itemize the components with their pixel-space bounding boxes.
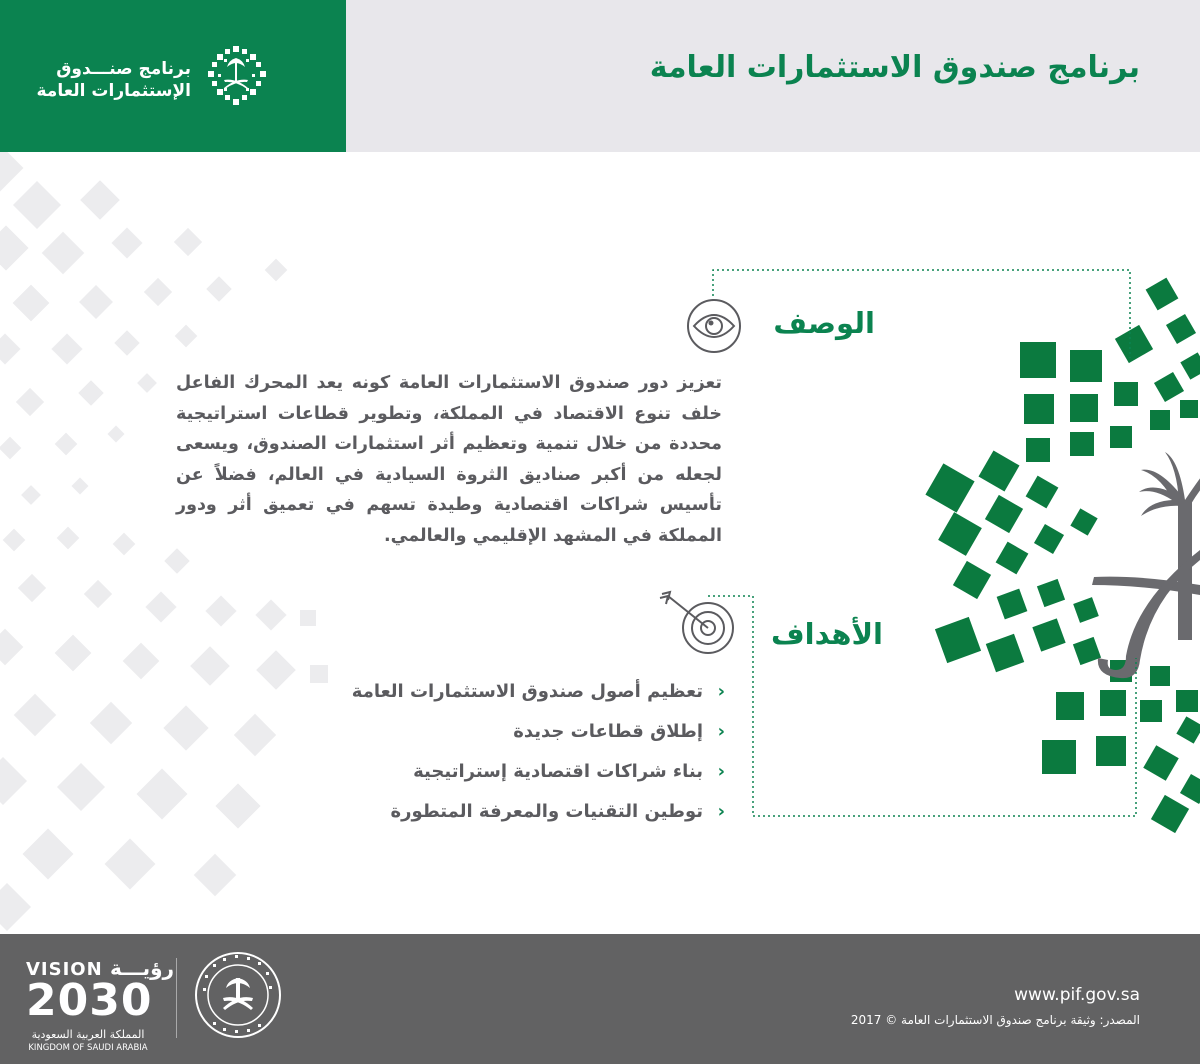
goals-heading: الأهداف (770, 617, 883, 651)
description-heading: الوصف (773, 306, 875, 340)
logo-line-1: برنامج صنـــدوق (56, 59, 191, 79)
goal-item (305, 672, 725, 712)
vision-2030-logo (26, 956, 175, 1056)
header (0, 0, 1200, 152)
chevron-left-icon: ‹ (717, 681, 725, 702)
chevron-left-icon: ‹ (717, 801, 725, 822)
pif-seal-icon (193, 950, 283, 1040)
chevron-left-icon: ‹ (717, 721, 725, 742)
goal-item (305, 752, 725, 792)
goals-list (305, 672, 725, 832)
vision-year: 2030 (26, 975, 153, 1026)
goal-label: بناء شراكات اقتصادية إستراتيجية (413, 761, 703, 782)
goal-item (305, 712, 725, 752)
kingdom-name-ar: المملكة العربية السعودية (31, 1028, 145, 1041)
logo-line-2: الإستثمارات العامة (36, 81, 191, 101)
goal-label: توطين التقنيات والمعرفة المتطورة (390, 801, 703, 822)
program-logo (0, 0, 346, 152)
program-logo-text (31, 58, 191, 102)
description-connector (700, 266, 1140, 826)
source-note: المصدر: وثيقة برنامج صندوق الاستثمارات العامة © 2017 (850, 1013, 1140, 1027)
target-arrow-icon (656, 588, 736, 658)
page-title: برنامج صندوق الاستثمارات العامة (649, 50, 1140, 85)
pif-emblem-icon (200, 44, 276, 110)
footer-divider (176, 958, 177, 1038)
goal-label: إطلاق قطاعات جديدة (513, 721, 703, 742)
website-link[interactable]: www.pif.gov.sa (1014, 985, 1140, 1005)
chevron-left-icon: ‹ (717, 761, 725, 782)
vision-word-ar: رؤيـــة (109, 956, 175, 980)
eye-icon (686, 298, 742, 354)
goal-label: تعظيم أصول صندوق الاستثمارات العامة (351, 681, 703, 702)
kingdom-name-en: KINGDOM OF SAUDI ARABIA (28, 1043, 148, 1053)
goal-item (305, 792, 725, 832)
vision-word: VISION (26, 959, 103, 980)
description-text: تعزيز دور صندوق الاستثمارات العامة كونه يعد المحرك الفاعل خلف تنوع الاقتصاد في المملكة، وتطوير قطاعات استراتيجية محددة من خلال تنمية وتعظيم أثر استثمارات الصندوق، ويسعى لجعله من أكبر صناديق الثروة السيادية في العالم، فضلاً عن تأسيس شراكات اقتصادية وطيدة تسهم في تعميق أثر ودور المملكة في المشهد الإقليمي والعالمي. (176, 373, 722, 546)
